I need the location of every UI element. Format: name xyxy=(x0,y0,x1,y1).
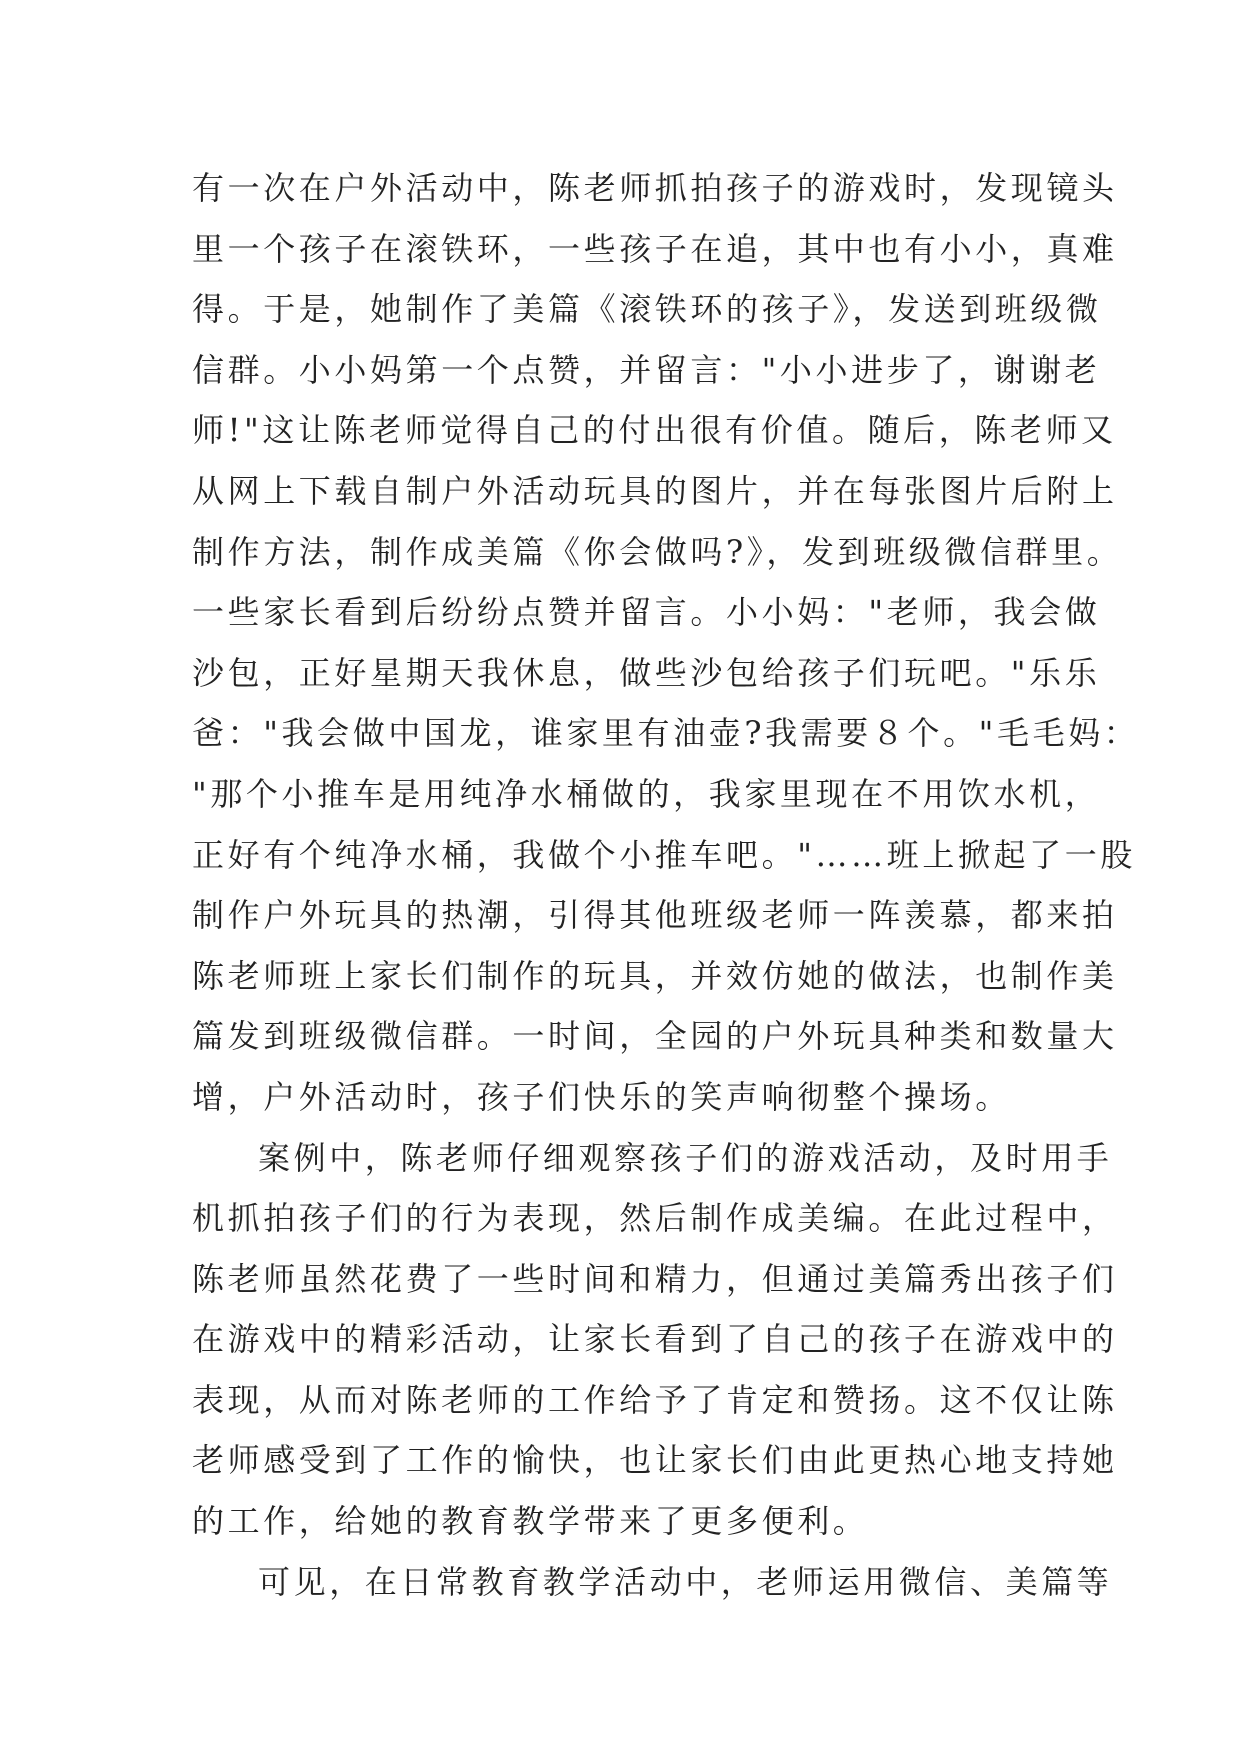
text-line: 的工作，给她的教育教学带来了更多便利。 xyxy=(192,1502,869,1541)
text-line: 陈老师班上家长们制作的玩具，并效仿她的做法，也制作美 xyxy=(192,956,1118,995)
text-line: 从网上下载自制户外活动玩具的图片，并在每张图片后附上 xyxy=(192,471,1118,510)
text-line: 篇发到班级微信群。一时间，全园的户外玩具种类和数量大 xyxy=(192,1017,1118,1056)
text-line: 老师感受到了工作的愉快，也让家长们由此更热心地支持她 xyxy=(192,1441,1118,1480)
paragraph-start-line: 可见，在日常教育教学活动中，老师运用微信、美篇等 xyxy=(258,1562,1113,1601)
text-line: 沙包，正好星期天我休息，做些沙包给孩子们玩吧。"乐乐 xyxy=(192,653,1101,692)
paragraph-start-line: 案例中，陈老师仔细观察孩子们的游戏活动，及时用手 xyxy=(258,1138,1113,1177)
text-line: 正好有个纯净水桶，我做个小推车吧。"……班上掀起了一股 xyxy=(192,835,1136,874)
text-line: 增，户外活动时，孩子们快乐的笑声响彻整个操场。 xyxy=(192,1077,1011,1116)
text-line: 机抓拍孩子们的行为表现，然后制作成美编。在此过程中， xyxy=(192,1199,1118,1238)
text-line: 制作方法，制作成美篇《你会做吗?》，发到班级微信群里。 xyxy=(192,532,1123,571)
text-line: 有一次在户外活动中，陈老师抓拍孩子的游戏时，发现镜头 xyxy=(192,169,1118,207)
text-line: 在游戏中的精彩活动，让家长看到了自己的孩子在游戏中的 xyxy=(192,1320,1118,1359)
body-text xyxy=(192,158,1140,1612)
text-line: 师!"这让陈老师觉得自己的付出很有价值。随后，陈老师又 xyxy=(192,411,1117,450)
text-line: 信群。小小妈第一个点赞，并留言："小小进步了，谢谢老 xyxy=(192,350,1101,389)
text-line: 陈老师虽然花费了一些时间和精力，但通过美篇秀出孩子们 xyxy=(192,1259,1118,1298)
text-line: 一些家长看到后纷纷点赞并留言。小小妈："老师，我会做 xyxy=(192,593,1101,632)
text-line: 里一个孩子在滚铁环，一些孩子在追，其中也有小小，真难 xyxy=(192,229,1118,268)
text-line: 爸："我会做中国龙，谁家里有油壶?我需要８个。"毛毛妈： xyxy=(192,714,1140,753)
text-line: "那个小推车是用纯净水桶做的，我家里现在不用饮水机， xyxy=(192,774,1101,813)
text-line: 表现，从而对陈老师的工作给予了肯定和赞扬。这不仅让陈 xyxy=(192,1380,1118,1419)
text-line: 制作户外玩具的热潮，引得其他班级老师一阵羡慕，都来拍 xyxy=(192,896,1118,935)
text-line: 得。于是，她制作了美篇《滚铁环的孩子》，发送到班级微 xyxy=(192,290,1102,329)
